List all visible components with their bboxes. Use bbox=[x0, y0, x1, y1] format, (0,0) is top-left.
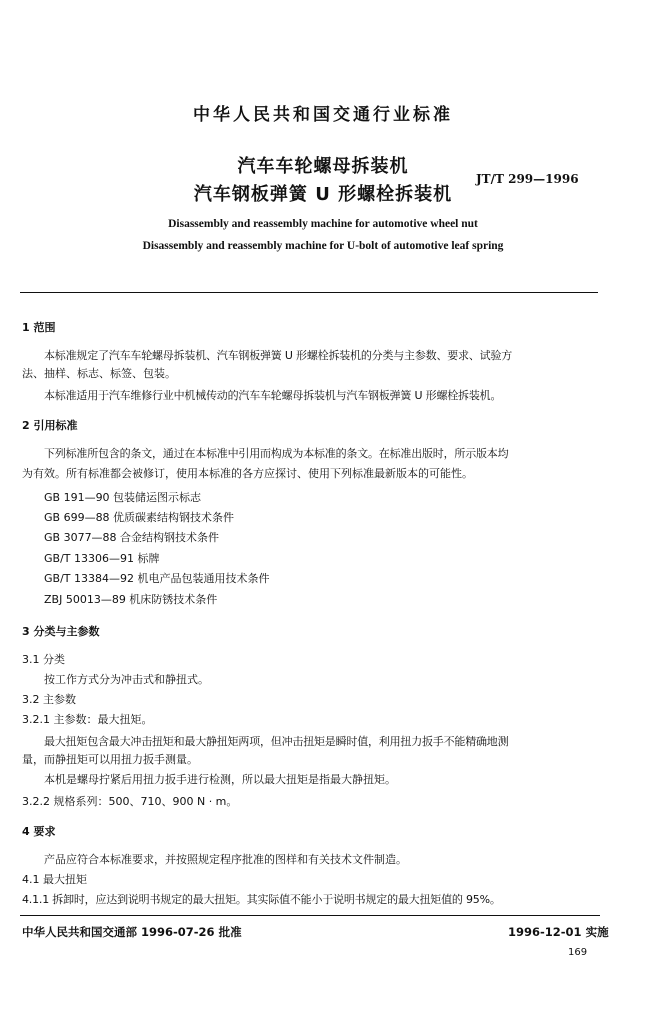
reference-item: ZBJ 50013—89 机床防锈技术条件 bbox=[44, 593, 218, 606]
approval-statement: 中华人民共和国交通部 1996-07-26 批准 bbox=[22, 925, 242, 939]
section-1-paragraph-line1: 本标准规定了汽车车轮螺母拆装机、汽车钢板弹簧 U 形螺栓拆装机的分类与主参数、要求、试验方 bbox=[44, 349, 513, 362]
reference-item: GB 699—88 优质碳素结构钢技术条件 bbox=[44, 511, 235, 524]
section-1-heading: 1 范围 bbox=[22, 321, 56, 334]
subsection-3-1: 3.1 分类 bbox=[22, 653, 65, 666]
section-2-paragraph-line2: 为有效。所有标准都会被修订，使用本标准的各方应探讨、使用下列标准最新版本的可能性。 bbox=[22, 467, 473, 480]
subsection-3-2-2: 3.2.2 规格系列：500、710、900 N · m。 bbox=[22, 795, 238, 808]
english-title-line1: Disassembly and reassembly machine for automotive wheel nut bbox=[168, 218, 478, 230]
section-2-heading: 2 引用标准 bbox=[22, 419, 78, 432]
reference-item: GB/T 13384—92 机电产品包装通用技术条件 bbox=[44, 572, 270, 585]
subsection-3-1-paragraph: 按工作方式分为冲击式和静扭式。 bbox=[44, 673, 209, 686]
reference-item: GB 3077—88 合金结构钢技术条件 bbox=[44, 531, 220, 544]
section-4-paragraph: 产品应符合本标准要求，并按照规定程序批准的图样和有关技术文件制造。 bbox=[44, 853, 407, 866]
section-1-scope-paragraph: 本标准适用于汽车维修行业中机械传动的汽车车轮螺母拆装机与汽车钢板弹簧 U 形螺栓拆装机。 bbox=[44, 389, 502, 402]
document-title-line2: 汽车钢板弹簧 U 形螺栓拆装机 bbox=[193, 184, 453, 205]
subsection-4-1: 4.1 最大扭矩 bbox=[22, 873, 87, 886]
english-title-line2: Disassembly and reassembly machine for U-bolt of automotive leaf spring bbox=[142, 240, 504, 252]
section-2-paragraph-line1: 下列标准所包含的条文，通过在本标准中引用而构成为本标准的条文。在标准出版时，所示版本均 bbox=[44, 447, 509, 460]
reference-item: GB/T 13306—91 标牌 bbox=[44, 552, 160, 565]
section-4-heading: 4 要求 bbox=[22, 825, 56, 838]
footer-divider bbox=[20, 915, 600, 916]
subsection-3-2-1-paragraph2: 本机是螺母拧紧后用扭力扳手进行检测，所以最大扭矩是指最大静扭矩。 bbox=[44, 773, 396, 786]
subsection-3-2-1-paragraph-line2: 量，而静扭矩可以用扭力扳手测量。 bbox=[22, 753, 198, 766]
subsection-4-1-1: 4.1.1 拆卸时，应达到说明书规定的最大扭矩。其实际值不能小于说明书规定的最大扭矩值的 95%。 bbox=[22, 893, 501, 906]
standard-code: JT/T 299—1996 bbox=[476, 172, 579, 186]
subsection-3-2: 3.2 主参数 bbox=[22, 693, 76, 706]
implementation-date: 1996-12-01 实施 bbox=[508, 925, 609, 939]
document-title-line1: 汽车车轮螺母拆装机 bbox=[237, 156, 409, 177]
subsection-3-2-1: 3.2.1 主参数：最大扭矩。 bbox=[22, 713, 153, 726]
standard-category: 中华人民共和国交通行业标准 bbox=[193, 105, 453, 125]
header-divider bbox=[20, 292, 598, 293]
subsection-3-2-1-paragraph-line1: 最大扭矩包含最大冲击扭矩和最大静扭矩两项，但冲击扭矩是瞬时值，利用扭力扳手不能精确地测 bbox=[44, 735, 509, 748]
section-1-paragraph-line2: 法、抽样、标志、标签、包装。 bbox=[22, 367, 176, 380]
section-3-heading: 3 分类与主参数 bbox=[22, 625, 100, 638]
page-number: 169 bbox=[568, 947, 588, 958]
reference-item: GB 191—90 包装储运图示标志 bbox=[44, 491, 202, 504]
